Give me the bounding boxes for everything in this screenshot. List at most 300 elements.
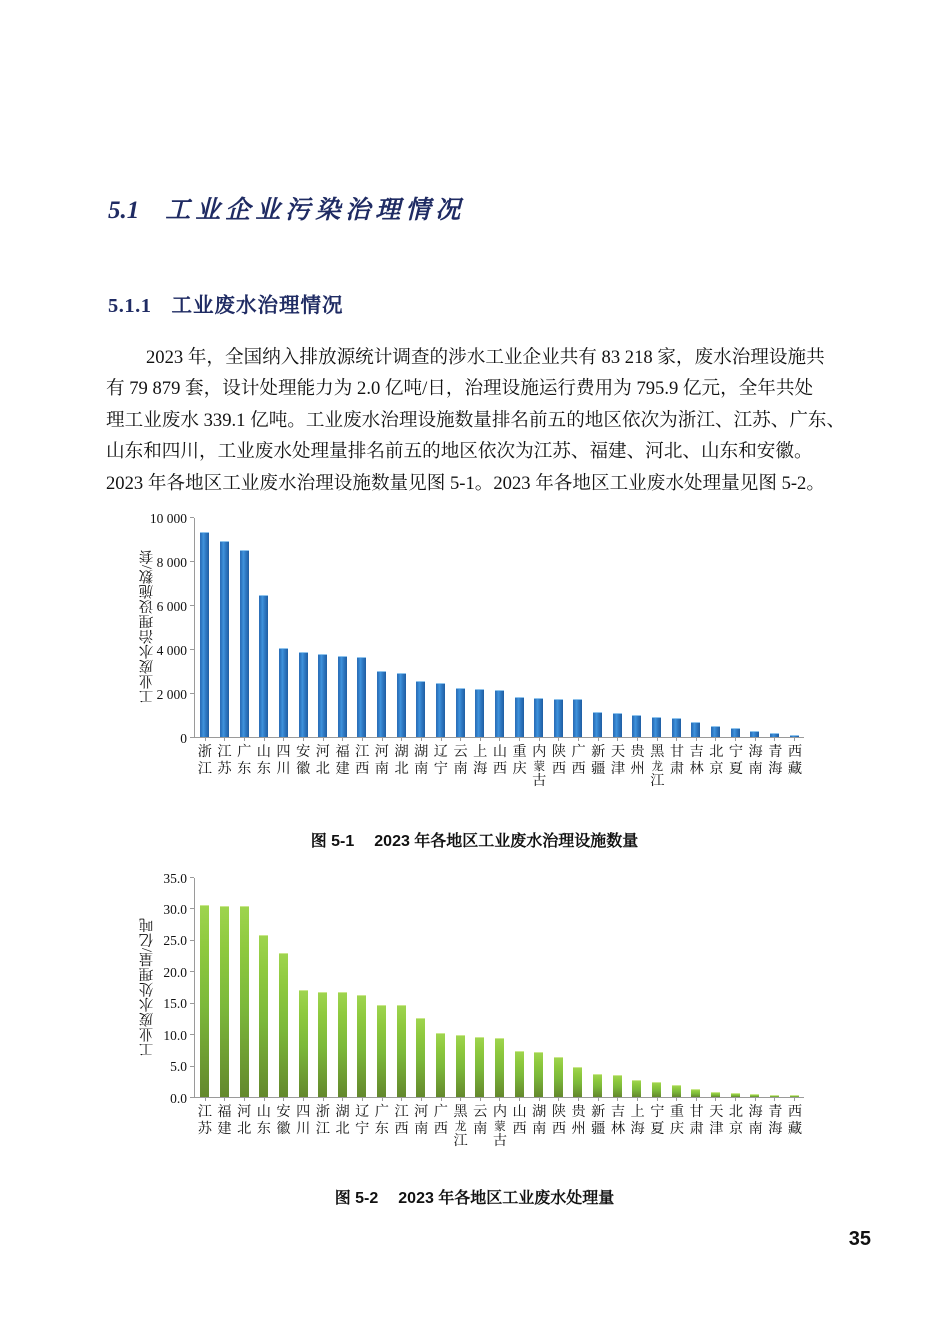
bar-column xyxy=(745,878,765,1097)
x-axis-tick-label: 江 苏 xyxy=(217,744,232,777)
x-axis-tick-mark xyxy=(205,737,206,741)
x-axis-tick-mark xyxy=(774,737,775,741)
chart-1-bar-series xyxy=(195,518,804,737)
x-axis-tick-label: 吉 林 xyxy=(610,1104,626,1137)
bar-column xyxy=(490,878,510,1097)
figure-2-caption-text: 2023 年各地区工业废水处理量 xyxy=(398,1190,615,1207)
x-axis-tick-label: 云 南 xyxy=(473,1104,488,1137)
x-axis-tick-label: 河 南 xyxy=(374,744,389,777)
x-axis-tick-mark xyxy=(283,1097,284,1101)
y-axis-tick-mark xyxy=(190,561,194,562)
body-paragraph xyxy=(106,342,846,499)
bar xyxy=(573,699,582,737)
x-axis-tick-mark xyxy=(460,1097,461,1101)
bar xyxy=(652,717,661,737)
bar xyxy=(240,906,249,1097)
bar xyxy=(318,992,327,1097)
x-axis-tick-label: 云 南 xyxy=(453,744,468,777)
bar xyxy=(259,935,268,1097)
x-axis-tick-mark xyxy=(676,737,677,741)
bar-column xyxy=(274,518,294,737)
x-axis-tick-label: 内 蒙 古 xyxy=(492,1104,508,1149)
x-axis-tick-mark xyxy=(539,1097,540,1101)
y-axis-tick-label: 8 000 xyxy=(156,554,187,570)
bar-column xyxy=(588,878,608,1097)
bar xyxy=(652,1082,661,1097)
bar-column xyxy=(450,878,470,1097)
bar-column xyxy=(568,518,588,737)
bar-column xyxy=(470,518,490,737)
x-axis-tick-label: 湖 北 xyxy=(394,744,409,777)
bar-column xyxy=(627,518,647,737)
x-axis-tick-label: 山 西 xyxy=(512,1104,527,1137)
x-axis-tick-label: 河 南 xyxy=(414,1104,429,1137)
bar-column xyxy=(254,878,274,1097)
bar-column xyxy=(215,518,235,737)
x-axis-tick-mark xyxy=(362,737,363,741)
y-axis-tick-mark xyxy=(190,737,194,738)
bar-column xyxy=(706,518,726,737)
x-axis-tick-mark xyxy=(303,1097,304,1101)
x-axis-tick-mark xyxy=(342,737,343,741)
bar-column xyxy=(647,878,667,1097)
x-axis-tick-mark xyxy=(264,737,265,741)
subsection-heading xyxy=(108,288,344,318)
chart-2 xyxy=(130,872,830,1172)
x-axis-tick-label: 四 川 xyxy=(276,744,291,777)
paragraph-line: 山东和四川，工业废水处理量排名前五的地区依次为江苏、福建、河北、山东和安徽。 xyxy=(106,441,813,463)
x-axis-tick-label: 青 海 xyxy=(768,744,783,777)
figure-1-caption-label: 图 5-1 xyxy=(310,833,355,850)
x-axis-tick-mark xyxy=(578,1097,579,1101)
bar-column xyxy=(686,518,706,737)
x-axis-tick-mark xyxy=(696,737,697,741)
page-number: 35 xyxy=(848,1228,871,1250)
x-axis-tick-label: 甘 肃 xyxy=(689,1104,704,1137)
x-axis-tick-label: 新 疆 xyxy=(591,1104,606,1137)
bar-column xyxy=(765,878,785,1097)
bar-column xyxy=(666,878,686,1097)
x-axis-tick-label: 上 海 xyxy=(630,1104,645,1137)
bar xyxy=(672,718,681,737)
bar-column xyxy=(293,878,313,1097)
x-axis-tick-label: 海 南 xyxy=(748,744,763,777)
x-axis-tick-label: 广 东 xyxy=(237,744,252,777)
section-heading xyxy=(108,190,465,226)
bar-column xyxy=(647,518,667,737)
bar xyxy=(279,953,288,1097)
bar-column xyxy=(490,518,510,737)
x-axis-tick-label: 宁 夏 xyxy=(650,1104,665,1137)
x-axis-tick-mark xyxy=(617,737,618,741)
x-axis-tick-label: 重 庆 xyxy=(669,1104,685,1137)
subsection-heading-title: 工业废水治理情况 xyxy=(171,295,344,317)
x-axis-tick-label: 山 东 xyxy=(256,1104,271,1137)
x-axis-tick-mark xyxy=(794,1097,795,1101)
x-axis-tick-label: 西 藏 xyxy=(787,744,803,777)
y-axis-tick-label: 20.0 xyxy=(163,964,187,980)
y-axis-tick-label: 4 000 xyxy=(156,642,187,658)
x-axis-tick-label: 广 西 xyxy=(571,744,586,777)
chart-2-plot-area xyxy=(163,870,804,1106)
bar xyxy=(200,532,209,737)
bar xyxy=(475,1037,484,1097)
y-axis-tick-label: 2 000 xyxy=(156,686,187,702)
x-axis-tick-label: 安 徽 xyxy=(276,1104,291,1137)
x-axis-tick-mark xyxy=(224,1097,225,1101)
bar xyxy=(338,656,347,737)
bar xyxy=(299,652,308,737)
bar xyxy=(259,595,268,737)
paragraph-line: 2023 年各地区工业废水治理设施数量见图 5-1。2023 年各地区工业废水处理量见图 5-2。 xyxy=(106,472,825,494)
y-axis-tick-label: 25.0 xyxy=(163,933,187,949)
bar xyxy=(279,648,288,737)
bar xyxy=(691,722,700,737)
x-axis-tick-mark xyxy=(441,1097,442,1101)
x-axis-tick-mark xyxy=(264,1097,265,1101)
y-axis-tick-mark xyxy=(190,1003,194,1004)
y-axis-tick-label: 6 000 xyxy=(156,598,187,614)
x-axis-tick-mark xyxy=(755,737,756,741)
bar-column xyxy=(352,878,372,1097)
y-axis-tick-mark xyxy=(190,1097,194,1098)
bar-column xyxy=(509,518,529,737)
x-axis-tick-mark xyxy=(598,1097,599,1101)
x-axis-tick-label: 上 海 xyxy=(473,744,488,777)
y-axis-tick-mark xyxy=(190,649,194,650)
figure-1 xyxy=(0,512,949,812)
bar xyxy=(436,1033,445,1097)
x-axis-tick-label: 广 西 xyxy=(433,1104,448,1137)
bar xyxy=(495,1038,504,1097)
y-axis-tick-label: 10 000 xyxy=(149,510,187,526)
bar-column xyxy=(372,878,392,1097)
paragraph-line: 理工业废水 339.1 亿吨。工业废水治理设施数量排名前五的地区依次为浙江、江苏、广东、 xyxy=(106,409,846,431)
bar xyxy=(338,992,347,1097)
x-axis-tick-mark xyxy=(519,737,520,741)
x-axis-tick-label: 北 京 xyxy=(728,1104,744,1137)
x-axis-tick-mark xyxy=(696,1097,697,1101)
y-axis-tick-label: 15.0 xyxy=(163,995,187,1011)
bar xyxy=(220,541,229,737)
y-axis-tick-label: 0.0 xyxy=(170,1090,187,1106)
bar-column xyxy=(607,878,627,1097)
bar-column xyxy=(784,518,804,737)
x-axis-tick-mark xyxy=(499,1097,500,1101)
x-axis-tick-mark xyxy=(637,1097,638,1101)
bar xyxy=(691,1089,700,1098)
chart-2-x-axis-labels xyxy=(195,1104,805,1150)
x-axis-tick-label: 内 蒙 古 xyxy=(532,744,547,789)
y-axis-tick-label: 10.0 xyxy=(163,1027,187,1043)
chart-1-y-axis-label: 工业废水治理设施数/套 xyxy=(139,549,156,705)
x-axis-tick-label: 海 南 xyxy=(748,1104,763,1137)
bar-column xyxy=(725,518,745,737)
x-axis-tick-label: 吉 林 xyxy=(689,744,704,777)
bar xyxy=(534,698,543,737)
bar-column xyxy=(254,518,274,737)
bar-column xyxy=(529,518,549,737)
x-axis-tick-mark xyxy=(421,1097,422,1101)
bar xyxy=(515,1051,524,1097)
y-axis-tick-label: 0 xyxy=(180,730,187,746)
x-axis-tick-label: 四 川 xyxy=(296,1104,311,1137)
x-axis-tick-label: 河 北 xyxy=(315,744,330,777)
section-heading-number: 5.1 xyxy=(108,197,140,224)
x-axis-tick-mark xyxy=(715,737,716,741)
x-axis-tick-label: 湖 南 xyxy=(414,744,429,777)
x-axis-tick-label: 陕 西 xyxy=(551,1104,567,1137)
x-axis-tick-mark xyxy=(617,1097,618,1101)
x-axis-tick-mark xyxy=(715,1097,716,1101)
bar xyxy=(416,681,425,737)
x-axis-tick-label: 重 庆 xyxy=(512,744,527,777)
y-axis-tick-mark xyxy=(190,1034,194,1035)
x-axis-tick-label: 天 津 xyxy=(709,1104,724,1137)
x-axis-tick-mark xyxy=(303,737,304,741)
bar xyxy=(475,689,484,737)
bar xyxy=(534,1052,543,1097)
bar xyxy=(377,1005,386,1097)
bar xyxy=(613,713,622,737)
bar-column xyxy=(431,878,451,1097)
bar xyxy=(731,728,740,737)
x-axis-tick-label: 青 海 xyxy=(768,1104,783,1137)
x-axis-tick-label: 山 西 xyxy=(492,744,508,777)
x-axis-tick-label: 天 津 xyxy=(610,744,626,777)
x-axis-tick-mark xyxy=(244,1097,245,1101)
bar-column xyxy=(765,518,785,737)
bar xyxy=(200,905,209,1097)
x-axis-tick-mark xyxy=(480,1097,481,1101)
y-axis-tick-mark xyxy=(190,517,194,518)
x-axis-tick-mark xyxy=(382,1097,383,1101)
subsection-heading-number: 5.1.1 xyxy=(108,295,152,317)
x-axis-tick-label: 甘 肃 xyxy=(669,744,685,777)
bar-column xyxy=(686,878,706,1097)
y-axis-tick-mark xyxy=(190,693,194,694)
x-axis-tick-label: 浙 江 xyxy=(197,744,212,777)
bar xyxy=(357,657,366,737)
bar xyxy=(672,1085,681,1097)
chart-1-plot-area xyxy=(149,510,804,746)
x-axis-tick-mark xyxy=(401,1097,402,1101)
x-axis-tick-mark xyxy=(558,1097,559,1101)
bar-column xyxy=(745,518,765,737)
bar xyxy=(573,1067,582,1097)
x-axis-tick-mark xyxy=(401,737,402,741)
x-axis-tick-label: 河 北 xyxy=(237,1104,252,1137)
bar-column xyxy=(470,878,490,1097)
x-axis-tick-label: 广 东 xyxy=(374,1104,389,1137)
bar-column xyxy=(293,518,313,737)
x-axis-tick-mark xyxy=(637,737,638,741)
x-axis-tick-mark xyxy=(480,737,481,741)
x-axis-tick-label: 陕 西 xyxy=(551,744,567,777)
bar-column xyxy=(549,518,569,737)
x-axis-tick-mark xyxy=(657,737,658,741)
x-axis-tick-mark xyxy=(421,737,422,741)
x-axis-tick-mark xyxy=(735,737,736,741)
x-axis-tick-label: 北 京 xyxy=(709,744,724,777)
x-axis-tick-mark xyxy=(499,737,500,741)
x-axis-tick-mark xyxy=(323,737,324,741)
bar xyxy=(711,726,720,737)
bar xyxy=(515,697,524,737)
x-axis-tick-label: 辽 宁 xyxy=(433,744,448,777)
bar-column xyxy=(509,878,529,1097)
x-axis-tick-mark xyxy=(205,1097,206,1101)
bar-column xyxy=(195,878,215,1097)
y-axis-tick-mark xyxy=(190,1066,194,1067)
x-axis-tick-label: 辽 宁 xyxy=(355,1104,370,1137)
bar xyxy=(632,715,641,737)
x-axis-tick-label: 新 疆 xyxy=(591,744,606,777)
bar-column xyxy=(706,878,726,1097)
figure-2-caption-label: 图 5-2 xyxy=(334,1190,379,1207)
bar xyxy=(240,550,249,737)
bar-column xyxy=(607,518,627,737)
bar-column xyxy=(568,878,588,1097)
bar xyxy=(495,690,504,737)
x-axis-tick-mark xyxy=(342,1097,343,1101)
y-axis-tick-mark xyxy=(190,940,194,941)
bar xyxy=(377,671,386,737)
figure-1-caption xyxy=(0,828,949,851)
y-axis-tick-label: 35.0 xyxy=(163,870,187,886)
x-axis-tick-label: 安 徽 xyxy=(296,744,311,777)
x-axis-tick-label: 贵 州 xyxy=(630,744,645,777)
y-axis-tick-mark xyxy=(190,877,194,878)
x-axis-tick-label: 黑 龙 江 xyxy=(453,1104,468,1149)
bar-column xyxy=(274,878,294,1097)
x-axis-tick-mark xyxy=(755,1097,756,1101)
x-axis-tick-mark xyxy=(519,1097,520,1101)
chart-2-bar-series xyxy=(195,878,804,1097)
bar-column xyxy=(411,518,431,737)
bar xyxy=(220,906,229,1097)
chart-1-x-axis-labels xyxy=(195,744,805,790)
bar-column xyxy=(234,518,254,737)
figure-2-caption xyxy=(0,1185,949,1208)
bar-column xyxy=(431,518,451,737)
x-axis-tick-label: 江 西 xyxy=(394,1104,409,1137)
x-axis-tick-mark xyxy=(558,737,559,741)
y-axis-tick-mark xyxy=(190,908,194,909)
bar xyxy=(456,1035,465,1097)
figure-1-caption-text: 2023 年各地区工业废水治理设施数量 xyxy=(374,833,639,850)
x-axis-tick-label: 贵 州 xyxy=(571,1104,586,1137)
x-axis-tick-mark xyxy=(578,737,579,741)
x-axis-tick-label: 黑 龙 江 xyxy=(650,744,665,789)
bar xyxy=(456,688,465,737)
bar-column xyxy=(352,518,372,737)
bar xyxy=(416,1018,425,1097)
x-axis-tick-label: 江 苏 xyxy=(197,1104,212,1137)
bar xyxy=(613,1075,622,1097)
bar xyxy=(593,1074,602,1097)
bar xyxy=(554,699,563,737)
bar xyxy=(357,995,366,1097)
bar xyxy=(299,990,308,1097)
bar-column xyxy=(627,878,647,1097)
bar xyxy=(318,654,327,737)
x-axis-tick-label: 宁 夏 xyxy=(728,744,744,777)
bar-column xyxy=(450,518,470,737)
y-axis-tick-label: 5.0 xyxy=(170,1058,187,1074)
bar xyxy=(632,1080,641,1097)
bar-column xyxy=(215,878,235,1097)
x-axis-tick-mark xyxy=(244,737,245,741)
paragraph-line: 有 79 879 套，设计处理能力为 2.0 亿吨/日，治理设施运行费用为 795.9 亿元，全年共处 xyxy=(106,378,814,400)
x-axis-tick-label: 湖 北 xyxy=(335,1104,350,1137)
bar-column xyxy=(372,518,392,737)
bar xyxy=(554,1057,563,1097)
x-axis-tick-label: 西 藏 xyxy=(787,1104,803,1137)
x-axis-tick-mark xyxy=(283,737,284,741)
bar xyxy=(397,673,406,738)
bar-column xyxy=(391,878,411,1097)
x-axis-tick-label: 福 建 xyxy=(217,1104,232,1137)
paragraph-line xyxy=(106,342,846,373)
section-heading-title: 工业企业污染治理情况 xyxy=(165,197,466,224)
x-axis-tick-mark xyxy=(774,1097,775,1101)
x-axis-tick-mark xyxy=(539,737,540,741)
bar-column xyxy=(725,878,745,1097)
bar-column xyxy=(666,518,686,737)
y-axis-tick-label: 30.0 xyxy=(163,901,187,917)
chart-2-y-axis-label: 工业废水处理量/亿吨 xyxy=(139,917,156,1057)
bar xyxy=(436,683,445,737)
x-axis-tick-mark xyxy=(224,737,225,741)
x-axis-tick-mark xyxy=(441,737,442,741)
bar xyxy=(593,712,602,737)
bar-column xyxy=(195,518,215,737)
paragraph-line-text: 2023 年，全国纳入排放源统计调查的涉水工业企业共有 83 218 家，废水治理设施共 xyxy=(146,347,825,368)
y-axis-tick-mark xyxy=(190,605,194,606)
bar xyxy=(397,1005,406,1097)
x-axis-tick-label: 湖 南 xyxy=(532,1104,547,1137)
bar-column xyxy=(391,518,411,737)
bar-column xyxy=(234,878,254,1097)
x-axis-tick-mark xyxy=(460,737,461,741)
y-axis-tick-mark xyxy=(190,971,194,972)
x-axis-tick-label: 浙 江 xyxy=(315,1104,330,1137)
bar-column xyxy=(588,518,608,737)
x-axis-tick-mark xyxy=(323,1097,324,1101)
bar-column xyxy=(529,878,549,1097)
bar-column xyxy=(313,518,333,737)
x-axis-tick-mark xyxy=(362,1097,363,1101)
x-axis-tick-label: 山 东 xyxy=(256,744,271,777)
chart-1 xyxy=(130,512,830,812)
x-axis-tick-mark xyxy=(657,1097,658,1101)
x-axis-tick-mark xyxy=(794,737,795,741)
x-axis-tick-label: 江 西 xyxy=(355,744,370,777)
x-axis-tick-mark xyxy=(382,737,383,741)
bar-column xyxy=(332,518,352,737)
bar-column xyxy=(313,878,333,1097)
x-axis-tick-mark xyxy=(676,1097,677,1101)
x-axis-tick-mark xyxy=(735,1097,736,1101)
bar-column xyxy=(411,878,431,1097)
x-axis-tick-mark xyxy=(598,737,599,741)
x-axis-tick-label: 福 建 xyxy=(335,744,350,777)
bar-column xyxy=(549,878,569,1097)
bar-column xyxy=(784,878,804,1097)
figure-2 xyxy=(0,872,949,1172)
bar-column xyxy=(332,878,352,1097)
